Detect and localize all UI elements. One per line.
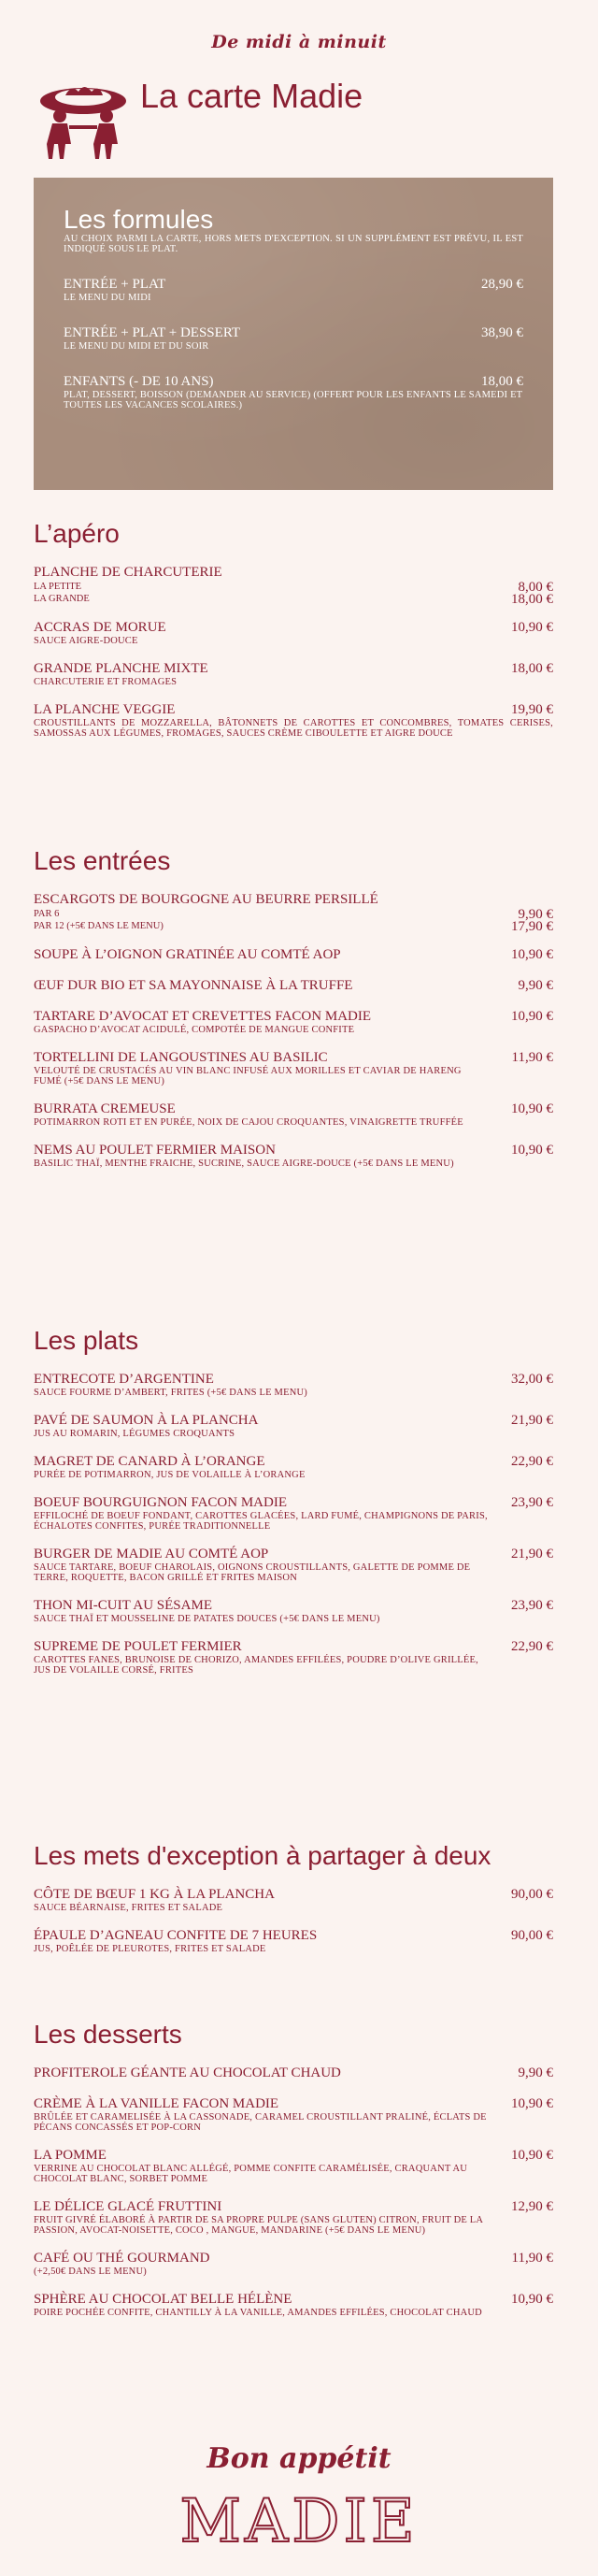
menu-item (34, 1412, 553, 1439)
tagline: De midi à minuit (211, 32, 387, 52)
waiters-serving-tray-icon (32, 75, 135, 161)
section-title: Les entrées (34, 846, 171, 875)
menu-item (34, 2250, 553, 2277)
menu-item (34, 977, 553, 994)
menu-item (34, 2147, 553, 2184)
formule-item (64, 325, 523, 352)
item-desc: BRÛLÉE ET CARAMELISÉE À LA CASSONADE, CARAMEL CROUSTILLANT PRALINÉ, ÉCLATS DE PÉCANS CONCASSÉS ET POP-CORN (34, 2112, 487, 2133)
item-desc: FRUIT GIVRÉ ÉLABORÉ À PARTIR DE SA PROPRE PULPE (SANS GLUTEN) CITRON, FRUIT DE LA PASSION, AVOCAT-NOISETTE, COCO , MANGUE, MANDARINE (+5€ DANS LE MENU) (34, 2215, 483, 2236)
menu-item (34, 2065, 553, 2081)
item-desc: SAUCE TARTARE, BOEUF CHAROLAIS, OIGNONS CROUSTILLANTS, GALETTE DE POMME DE TERRE, ROQUETTE, BACON GRILLÉ ET FRITES MAISON (34, 1562, 471, 1583)
item-desc: SAUCE AIGRE-DOUCE (34, 636, 138, 646)
item-name: BOEUF BOURGUIGNON FACON MADIE (34, 1495, 287, 1510)
menu-item (34, 1371, 553, 1398)
item-desc: SAUCE BÉARNAISE, FRITES ET SALADE (34, 1903, 223, 1913)
menu-item (34, 1638, 553, 1676)
menu-item (34, 1453, 553, 1480)
section-apero (34, 519, 553, 753)
menu-item (34, 1886, 553, 1913)
menu-item (34, 2095, 553, 2133)
section-entrees (34, 846, 553, 1183)
item-price: 11,90 € (511, 2251, 553, 2266)
formule-price: 28,90 € (481, 277, 523, 292)
menu-item (34, 1494, 553, 1532)
item-name: MAGRET DE CANARD À L’ORANGE (34, 1454, 265, 1469)
menu-item (34, 1927, 553, 1954)
item-desc: CHARCUTERIE ET FROMAGES (34, 677, 178, 687)
item-variant (34, 908, 553, 920)
formule-item (64, 374, 523, 410)
menu-item (34, 891, 553, 932)
formule-name: ENFANTS (- DE 10 ANS) (64, 374, 214, 389)
item-variant (34, 593, 553, 605)
item-name: PAVÉ DE SAUMON À LA PLANCHA (34, 1413, 259, 1428)
item-price: 10,90 € (511, 620, 553, 635)
formule-desc: LE MENU DU MIDI ET DU SOIR (64, 341, 209, 352)
item-price: 10,90 € (511, 2292, 553, 2307)
item-price: 22,90 € (511, 1454, 553, 1469)
variant-price: 9,90 € (518, 907, 553, 922)
brand-logo: MADIE (179, 2487, 419, 2556)
variant-price: 17,90 € (511, 919, 553, 934)
item-price: 32,00 € (511, 1372, 553, 1387)
item-price: 9,90 € (518, 978, 553, 993)
variant-label: LA PETITE (34, 582, 82, 592)
item-name: ESCARGOTS DE BOURGOGNE AU BEURRE PERSILLÉ (34, 892, 378, 907)
item-name: CÔTE DE BŒUF 1 KG À LA PLANCHA (34, 1887, 275, 1902)
item-name: LE DÉLICE GLACÉ FRUTTINI (34, 2199, 222, 2214)
item-name: ENTRECOTE D’ARGENTINE (34, 1372, 214, 1387)
item-name: BURGER DE MADIE AU COMTÉ AOP (34, 1547, 269, 1561)
formule-item (64, 277, 523, 303)
item-price: 10,90 € (511, 1143, 553, 1158)
formule-price: 18,00 € (481, 374, 523, 389)
item-desc: VELOUTÉ DE CRUSTACÉS AU VIN BLANC INFUSÉ AUX MORILLES ET CAVIAR DE HARENG FUMÉ (+5€ DANS LE MENU) (34, 1066, 462, 1087)
item-price: 9,90 € (518, 2065, 553, 2080)
item-desc: SAUCE THAÏ ET MOUSSELINE DE PATATES DOUCES (+5€ DANS LE MENU) (34, 1614, 380, 1624)
section-title: L’apéro (34, 519, 120, 548)
item-name: LA POMME (34, 2148, 107, 2163)
item-price: 10,90 € (511, 2148, 553, 2163)
item-desc: VERRINE AU CHOCOLAT BLANC ALLÉGÉ, POMME CONFITE CARAMÉLISÉE, CRAQUANT AU CHOCOLAT BLANC, SORBET POMME (34, 2164, 468, 2184)
item-name: CRÈME À LA VANILLE FACON MADIE (34, 2096, 279, 2111)
item-desc: SAUCE FOURME D’AMBERT, FRITES (+5€ DANS LE MENU) (34, 1388, 307, 1398)
item-name: ÉPAULE D’AGNEAU CONFITE DE 7 HEURES (34, 1928, 318, 1943)
item-price: 10,90 € (511, 1101, 553, 1116)
formule-name: ENTRÉE + PLAT + DESSERT (64, 325, 241, 340)
item-desc: GASPACHO D’AVOCAT ACIDULÉ, COMPOTÉE DE MANGUE CONFITE (34, 1025, 355, 1035)
item-desc: (+2,50€ DANS LE MENU) (34, 2267, 147, 2277)
item-name: PROFITEROLE GÉANTE AU CHOCOLAT CHAUD (34, 2065, 341, 2080)
item-name: GRANDE PLANCHE MIXTE (34, 661, 208, 676)
header (0, 0, 598, 159)
item-desc: CROUSTILLANTS DE MOZZARELLA, BÂTONNETS DE CAROTTES ET CONCOMBRES, TOMATES CERISES, SAMOSSAS AUX LÉGUMES, FROMAGES, SAUCES CRÈME CIBOULETTE ET AIGRE DOUCE (34, 718, 553, 739)
menu-item (34, 1049, 553, 1087)
section-plats (34, 1326, 553, 1690)
formules-intro: AU CHOIX PARMI LA CARTE, HORS METS D'EXCEPTION. SI UN SUPPLÉMENT EST PRÉVU, IL EST INDIQUÉ SOUS LE PLAT. (64, 234, 523, 254)
variant-label: PAR 6 (34, 909, 60, 919)
item-price: 22,90 € (511, 1639, 553, 1654)
formule-desc: LE MENU DU MIDI (64, 293, 151, 303)
item-price: 90,00 € (511, 1928, 553, 1943)
item-name: CAFÉ OU THÉ GOURMAND (34, 2251, 210, 2266)
section-title: Les mets d'exception à partager à deux (34, 1841, 491, 1870)
variant-label: PAR 12 (+5€ DANS LE MENU) (34, 921, 164, 931)
menu-item (34, 619, 553, 646)
item-price: 10,90 € (511, 2096, 553, 2111)
menu-item (34, 2291, 553, 2318)
menu-item (34, 1142, 553, 1169)
item-desc: EFFILOCHÉ DE BOEUF FONDANT, CAROTTES GLACÉES, LARD FUMÉ, CHAMPIGNONS DE PARIS, ÉCHALOTES CONFITES, PURÉE TRADITIONNELLE (34, 1511, 488, 1532)
item-desc: POIRE POCHÉE CONFITE, CHANTILLY À LA VANILLE, AMANDES EFFILÉES, CHOCOLAT CHAUD (34, 2308, 482, 2318)
item-price: 10,90 € (511, 1009, 553, 1024)
page-title: La carte Madie (140, 77, 363, 115)
item-name: TORTELLINI DE LANGOUSTINES AU BASILIC (34, 1050, 328, 1065)
menu-item (34, 1101, 553, 1128)
item-desc: JUS, POÊLÉE DE PLEUROTES, FRITES ET SALADE (34, 1944, 266, 1954)
variant-price: 8,00 € (518, 580, 553, 595)
variant-price: 18,00 € (511, 592, 553, 607)
menu-item (34, 701, 553, 739)
menu-item (34, 564, 553, 605)
menu-item (34, 660, 553, 687)
item-name: ŒUF DUR BIO ET SA MAYONNAISE À LA TRUFFE (34, 978, 353, 993)
item-desc: PURÉE DE POTIMARRON, JUS DE VOLAILLE À L’ORANGE (34, 1470, 306, 1480)
item-name: BURRATA CREMEUSE (34, 1101, 176, 1116)
item-name: TARTARE D’AVOCAT ET CREVETTES FACON MADIE (34, 1009, 372, 1024)
item-price: 19,90 € (511, 702, 553, 717)
item-desc: CAROTTES FANES, BRUNOISE DE CHORIZO, AMANDES EFFILÉES, POUDRE D’OLIVE GRILLÉE, JUS DE VOLAILLE CORSÉ, FRITES (34, 1655, 478, 1676)
section-title: Les desserts (34, 2020, 182, 2049)
item-name: SOUPE À L’OIGNON GRATINÉE AU COMTÉ AOP (34, 947, 341, 962)
menu-item (34, 946, 553, 963)
variant-label: LA GRANDE (34, 594, 90, 604)
item-price: 21,90 € (511, 1547, 553, 1561)
formules-box (34, 178, 553, 490)
item-price: 12,90 € (511, 2199, 553, 2214)
formule-name: ENTRÉE + PLAT (64, 277, 166, 292)
menu-item (34, 1008, 553, 1035)
item-price: 23,90 € (511, 1495, 553, 1510)
item-name: ACCRAS DE MORUE (34, 620, 166, 635)
item-price: 10,90 € (511, 947, 553, 962)
item-name: LA PLANCHE VEGGIE (34, 702, 176, 717)
bon-appetit: Bon appétit (206, 2442, 392, 2475)
item-price: 21,90 € (511, 1413, 553, 1428)
item-price: 23,90 € (511, 1598, 553, 1613)
item-price: 90,00 € (511, 1887, 553, 1902)
item-desc: JUS AU ROMARIN, LÉGUMES CROQUANTS (34, 1429, 235, 1439)
formules-title: Les formules (64, 205, 214, 234)
item-name: SUPREME DE POULET FERMIER (34, 1639, 242, 1654)
section-title: Les plats (34, 1326, 139, 1355)
menu-item (34, 2198, 553, 2236)
formule-desc: PLAT, DESSERT, BOISSON (DEMANDER AU SERVICE) (OFFERT POUR LES ENFANTS LE SAMEDI ET TOUTES LES VACANCES SCOLAIRES.) (64, 390, 523, 410)
item-variant (34, 920, 553, 932)
formule-price: 38,90 € (481, 325, 523, 340)
item-name: THON MI-CUIT AU SÉSAME (34, 1598, 212, 1613)
menu-item (34, 1597, 553, 1624)
section-exception (34, 1841, 553, 1968)
item-desc: BASILIC THAÏ, MENTHE FRAICHE, SUCRINE, SAUCE AIGRE-DOUCE (+5€ DANS LE MENU) (34, 1158, 454, 1169)
item-name: PLANCHE DE CHARCUTERIE (34, 565, 222, 580)
item-name: NEMS AU POULET FERMIER MAISON (34, 1143, 276, 1158)
section-desserts (34, 2020, 553, 2332)
menu-item (34, 1546, 553, 1583)
item-price: 18,00 € (511, 661, 553, 676)
item-price: 11,90 € (511, 1050, 553, 1065)
item-variant (34, 581, 553, 593)
item-desc: POTIMARRON ROTI ET EN PURÉE, NOIX DE CAJOU CROQUANTES, VINAIGRETTE TRUFFÉE (34, 1117, 463, 1128)
item-name: SPHÈRE AU CHOCOLAT BELLE HÉLÈNE (34, 2292, 292, 2307)
